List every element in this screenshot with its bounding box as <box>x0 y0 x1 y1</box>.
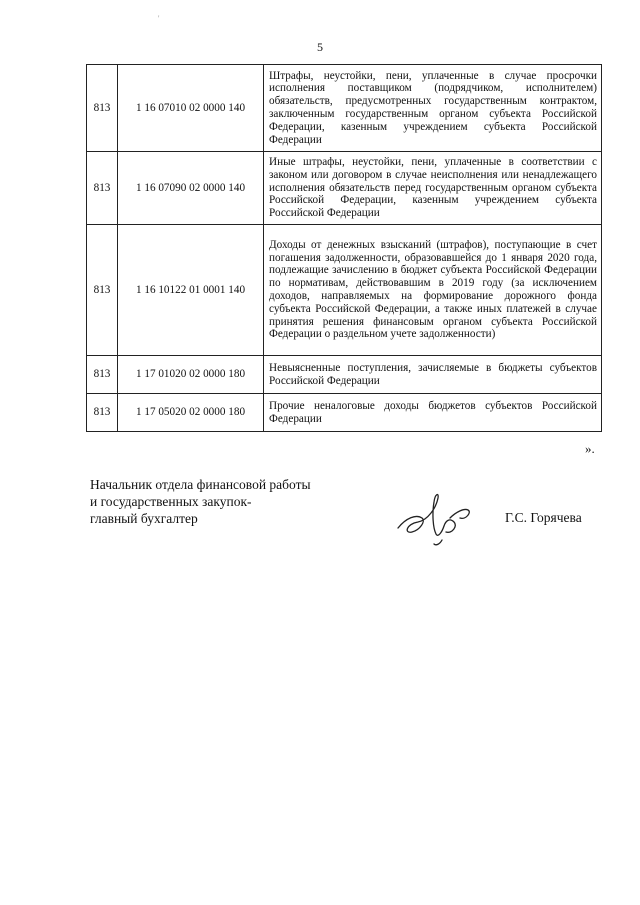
description-cell: Доходы от денежных взысканий (штрафов), поступающие в счет погашения задолженности, образовавшейся до 1 января 2020 года, подлежащие зачислению в бюджет субъекта Российской Федерации по нормативам, действовавшим в 2019 году (за исключением доходов, направляемых на формирование дорожного фонда субъекта Российской Федерации, а также иных платежей в случае принятия решения финансовым органом субъекта Российской Федерации о раздельном учете задолженности) <box>264 225 602 356</box>
table-row <box>87 65 602 152</box>
description-cell: Иные штрафы, неустойки, пени, уплаченные в соответствии с законом или договором в случае неисполнения или ненадлежащего исполнения обязательств перед государственным органом субъекта Российской Федерации, казенным учреждением субъекта Российской Федерации <box>264 152 602 225</box>
description-cell: Прочие неналоговые доходы бюджетов субъектов Российской Федерации <box>264 394 602 432</box>
stray-mark: ' <box>158 14 160 23</box>
page-number: 5 <box>317 40 323 54</box>
kbk-cell: 1 17 01020 02 0000 180 <box>118 356 264 394</box>
kbk-cell: 1 17 05020 02 0000 180 <box>118 394 264 432</box>
budget-code-table <box>86 64 602 432</box>
signatory-title-line: и государственных закупок- <box>90 494 252 509</box>
table-row <box>87 356 602 394</box>
admin-code-cell: 813 <box>87 225 118 356</box>
admin-code-cell: 813 <box>87 394 118 432</box>
signer-name: Г.С. Горячева <box>505 510 582 525</box>
signatory-title-line: главный бухгалтер <box>90 511 198 526</box>
description-cell: Штрафы, неустойки, пени, уплаченные в случае просрочки исполнения поставщиком (подрядчиком, исполнителем) обязательств, предусмотренных государственным контрактом, заключенным государственным органом субъекта Российской Федерации, казенным учреждением субъекта Российской Федерации <box>264 65 602 152</box>
admin-code-cell: 813 <box>87 152 118 225</box>
kbk-cell: 1 16 07010 02 0000 140 <box>118 65 264 152</box>
table-row <box>87 152 602 225</box>
admin-code-cell: 813 <box>87 356 118 394</box>
signatory-title <box>90 476 311 527</box>
kbk-cell: 1 16 10122 01 0001 140 <box>118 225 264 356</box>
closing-quote: ». <box>585 441 595 456</box>
table-row <box>87 394 602 432</box>
signatory-title-line: Начальник отдела финансовой работы <box>90 477 311 492</box>
admin-code-cell: 813 <box>87 65 118 152</box>
handwritten-signature <box>392 488 476 548</box>
table-row <box>87 225 602 356</box>
kbk-cell: 1 16 07090 02 0000 140 <box>118 152 264 225</box>
description-cell: Невыясненные поступления, зачисляемые в бюджеты субъектов Российской Федерации <box>264 356 602 394</box>
